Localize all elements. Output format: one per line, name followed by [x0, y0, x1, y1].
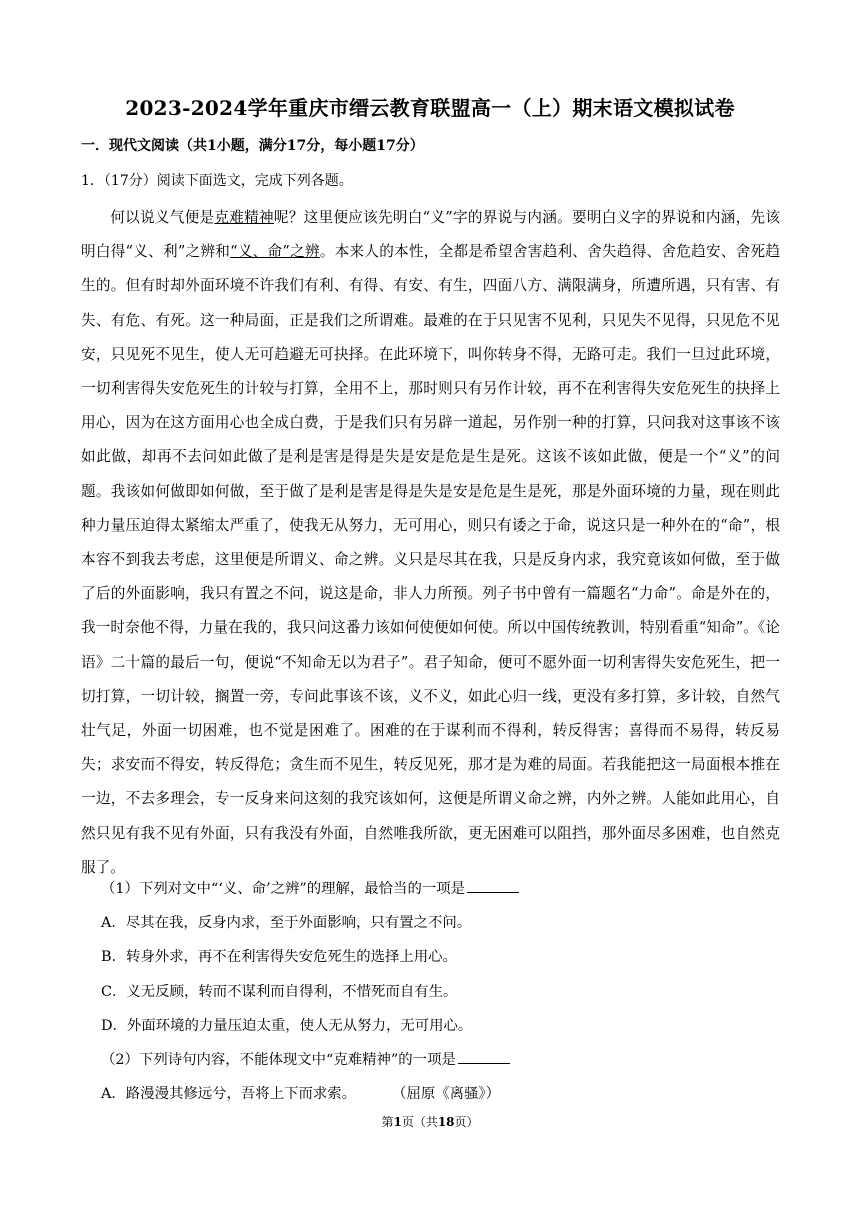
q2-option-a: A．路漫漫其修远兮，吾将上下而求索。 （屈原《离骚》） — [101, 1082, 500, 1103]
passage-text: 何以说义气便是 — [110, 209, 215, 226]
answer-blank — [467, 878, 519, 893]
q1-option-b: B．转身外求，再不在利害得失安危死生的选择上用心。 — [101, 949, 457, 965]
page-number: 1 — [393, 1115, 402, 1129]
underlined-phrase-yiming: “义、命”之辨 — [230, 243, 320, 261]
q2-option-a-source: （屈原《离骚》） — [392, 1086, 500, 1102]
page-footer: 第1页（共18页） — [381, 1115, 479, 1129]
answer-blank — [458, 1049, 510, 1064]
q1-stem: （1）下列对文中“‘义、命’之辨”的理解，最恰当的一项是 — [101, 877, 519, 898]
q1-option-a: A．尽其在我，反身内求，至于外面影响，只有置之不问。 — [101, 915, 472, 931]
page-total: 18 — [437, 1115, 455, 1129]
passage-text: 呢？这里便应该先明白“义”字的界说与内涵。要明白义字的界说和内涵，先该明白得“义、利”之辨和 — [81, 209, 780, 261]
q1-option-c: C．义无反顾，转而不谋利而自得利，不惜死而自有生。 — [101, 984, 458, 1000]
q2-stem: （2）下列诗句内容，不能体现文中“克难精神”的一项是 — [101, 1048, 510, 1069]
underlined-phrase-kenan: 克难精神 — [214, 209, 274, 226]
q1-option-d: D．外面环境的力量压迫太重，使人无从努力，无可用心。 — [101, 1018, 473, 1034]
passage-text: 。本来人的本性，全都是希望舍害趋利、舍失趋得、舍危趋安、舍死趋生的。但有时却外面环境不许我们有利、有得、有安、有生，四面八方、满限满身，所遭所遇，只有害、有失、有危、有死。这一种局面，正是我们之所谓难。最难的在于只见害不见利，只见失不见得，只见危不见安，只见死不见生，使人无可趋避无可抉择。在此环境下，叫你转身不得，无路可走。我们一旦过此环境，一切利害得失安危死生的计较与打算，全用不上，那时则只有另作计较，再不在利害得失安危死生的抉择上用心，因为在这方面用心也全成白费，于是我们只有另辟一道起，另作别一种的打算，只问我对这事该不该如此做，却再不去问如此做了是利是害是得是失是安是危是生是死。这该不该如此做，便是一个“义”的问题。我该如何做即如何做，至于做了是利是害是得是失是安是危是生是死，那是外面环境的力量，现在则此种力量压迫得太紧缩太严重了，使我无从努力，无可用心，则只有诿之于命，说这只是一种外在的“命”，根本容不到我去考虑，这里便是所谓义、命之辨。义只是尽其在我，只是反身内求，我究竟该如何做，至于做了后的外面影响，我只有置之不问，说这是命，非人力所预。列子书中曾有一篇题名“力命”。命是外在的，我一时奈他不得，力量在我的，我只问这番力该如何使便如何使。所以中国传统教训，特别看重“知命”。《论语》二十篇的最后一句，便说“不知命无以为君子”。君子知命，便可不愿外面一切利害得失安危死生，把一切打算，一切计较，搁置一旁，专问此事该不该，义不义，如此心归一线，更没有多打算，多计较，自然气壮气足，外面一切困难，也不觉是困难了。困难的在于谋利而不得利，转反得害；喜得而不易得，转反易失；求安而不得安，转反得危；贪生而不见生，转反见死，那才是为难的局面。若我能把这一局面根本推在一边，不去多理会，专一反身来问这刻的我究该如何，这便是所谓义命之辨，内外之辨。人能如此用心，自然只见有我不见有外面，只有我没有外面，自然唯我所欲，更无困难可以阻挡，那外面尽多困难，也自然克服了。 — [81, 243, 780, 876]
reading-passage — [81, 201, 780, 885]
page-title: 2023-2024学年重庆市缙云教育联盟高一（上）期末语文模拟试卷 — [125, 96, 735, 120]
section-heading: 一．现代文阅读（共1小题，满分17分，每小题17分） — [81, 138, 424, 154]
question-header: 1．（17分）阅读下面选文，完成下列各题。 — [81, 173, 353, 189]
